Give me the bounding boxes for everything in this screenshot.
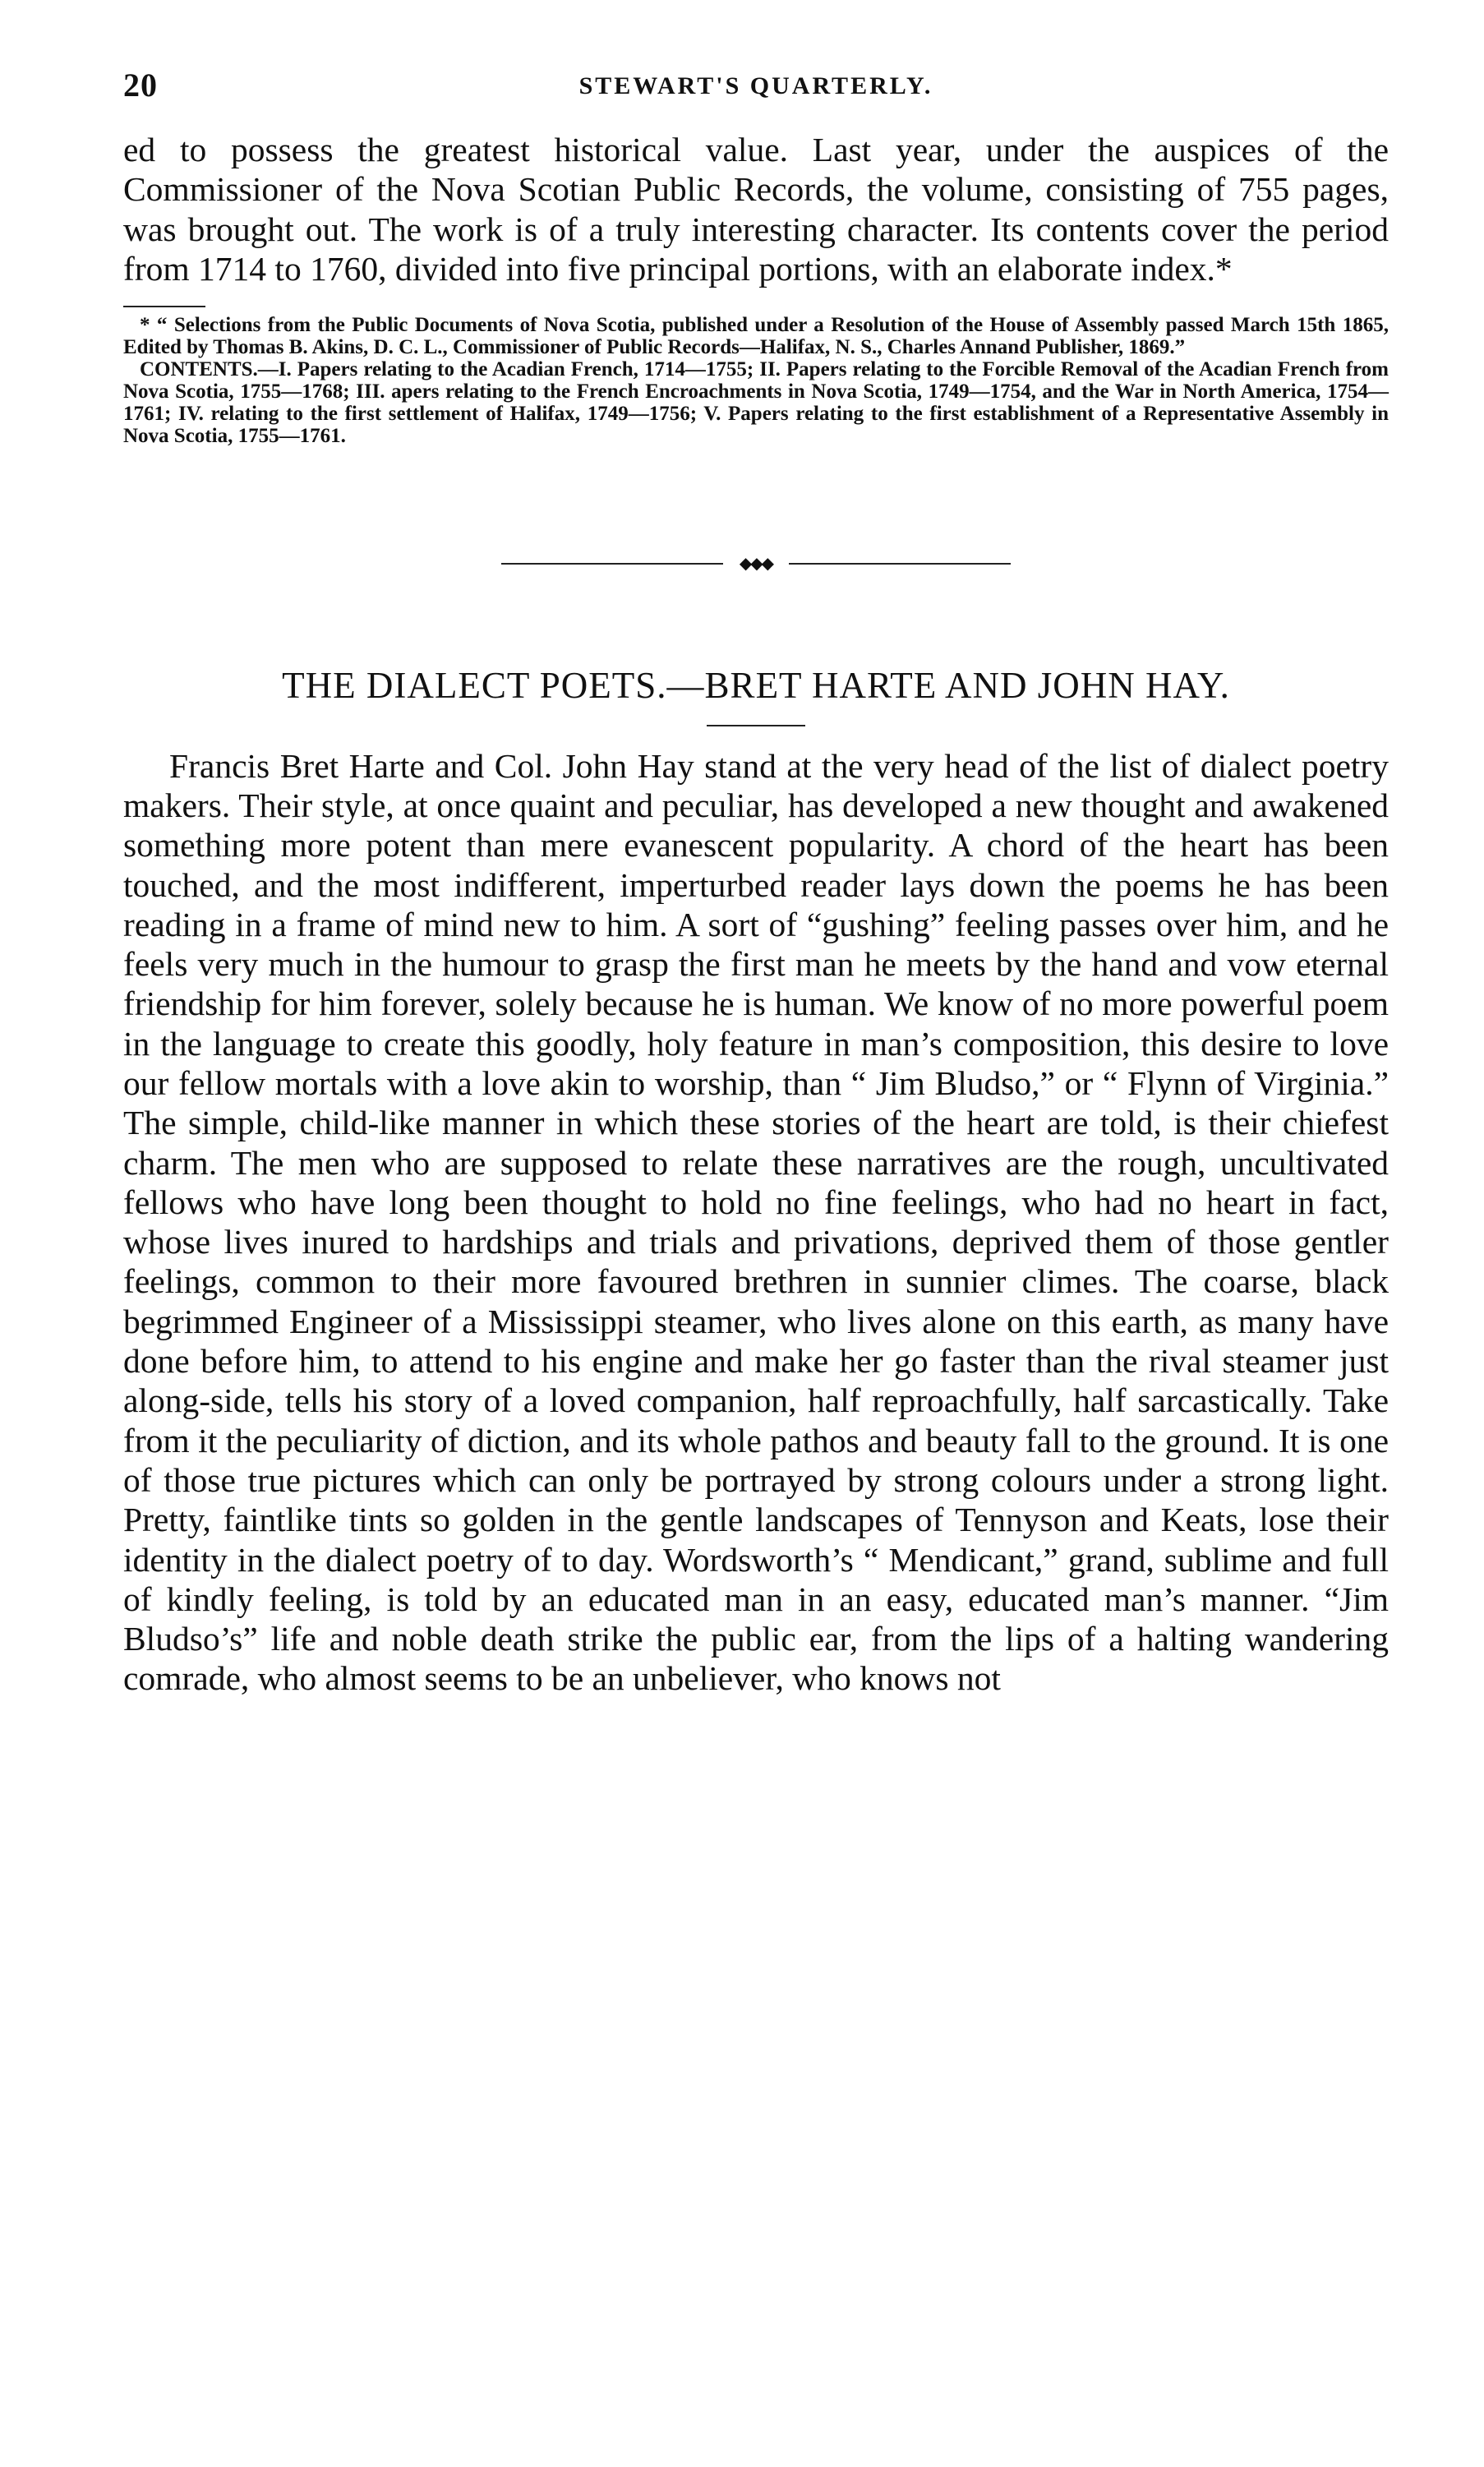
divider-diamond-icon: ◆◆◆	[739, 554, 773, 573]
article-title: THE DIALECT POETS.—BRET HARTE AND JOHN HAY.	[282, 664, 1230, 706]
running-head	[123, 66, 1389, 115]
footnote-rule	[123, 306, 205, 307]
journal-title: STEWART'S QUARTERLY.	[578, 72, 933, 99]
section-divider-ornament	[501, 556, 1011, 572]
article-body: Francis Bret Harte and Col. John Hay stand at the very head of the list of dialect poetry makers. Their style, at once quaint and peculiar, has developed a new thought and awakened something more potent than mere evanescent popularity. A chord of the heart has been touched, and the most indifferent, imperturbed reader lays down the poems he has been reading in a frame of mind new to him. A sort of “gushing” feeling passes over him, and he feels very much in the humour to grasp the first man he meets by the hand and vow eternal friendship for him forever, solely because he is human. We know of no more powerful poem in the language to create this goodly, holy feature in man’s composition, this desire to love our fellow mortals with a love akin to worship, than “ Jim Bludso,” or “ Flynn of Virginia.” The simple, child-like manner in which these stories of the heart are told, is their chiefest charm. The men who are supposed to relate these narratives are the rough, uncultivated fellows who have long been thought to hold no fine feelings, who had no heart in fact, whose lives inured to hardships and trials and privations, deprived them of those gentler feelings, common to their more favoured brethren in sunnier climes. The coarse, black begrimmed Engineer of a Mississippi steamer, who lives alone on this earth, as many have done before him, to attend to his engine and make her go faster than the rival steamer just along-side, tells his story of a loved companion, half reproachfully, half sarcastically. Take from it the peculiarity of diction, and its whole pathos and beauty fall to the ground. It is one of those true pictures which can only be portrayed by strong colours under a strong light. Pretty, faintlike tints so golden in the gentle landscapes of Tennyson and Keats, lose their identity in the dialect poetry of to day. Wordsworth’s “ Mendicant,” grand, sublime and full of kindly feeling, is told by an educated man in an easy, educated man’s manner. “Jim Bludso’s” life and noble death strike the public ear, from the lips of a halting wandering comrade, who almost seems to be an unbeliever, who knows not	[123, 746, 1389, 1698]
footnote-contents: CONTENTS.—I. Papers relating to the Acadian French, 1714—1755; II. Papers relating to the Forcible Removal of the Acadian French from Nova Scotia, 1755—1768; III. apers relating to the French Encroachments in Nova Scotia, 1749—1754, and the War in North America, 1754—1761; IV. relating to the first settlement of Halifax, 1749—1756; V. Papers relating to the first establishment of a Representative Assembly in Nova Scotia, 1755—1761.	[123, 357, 1389, 447]
footnote	[123, 314, 1389, 447]
divider-line-left	[501, 563, 723, 565]
footnote-citation: * “ Selections from the Public Documents of Nova Scotia, published under a Resolution of the House of Assembly passed March 15th 1865, Edited by Thomas B. Akins, D. C. L., Commissioner of Public Records—Halifax, N. S., Charles Annand Publisher, 1869.”	[123, 313, 1389, 358]
page-number: 20	[123, 67, 158, 104]
opening-paragraph: ed to possess the greatest historical value. Last year, under the auspices of the Commissioner of the Nova Scotian Public Records, the volume, consisting of 755 pages, was brought out. The work is of a truly interesting character. Its contents cover the period from 1714 to 1760, divided into five principal portions, with an elaborate index.*	[123, 131, 1389, 288]
page	[123, 66, 1389, 1699]
divider-line-right	[789, 563, 1011, 565]
title-rule	[707, 725, 805, 726]
